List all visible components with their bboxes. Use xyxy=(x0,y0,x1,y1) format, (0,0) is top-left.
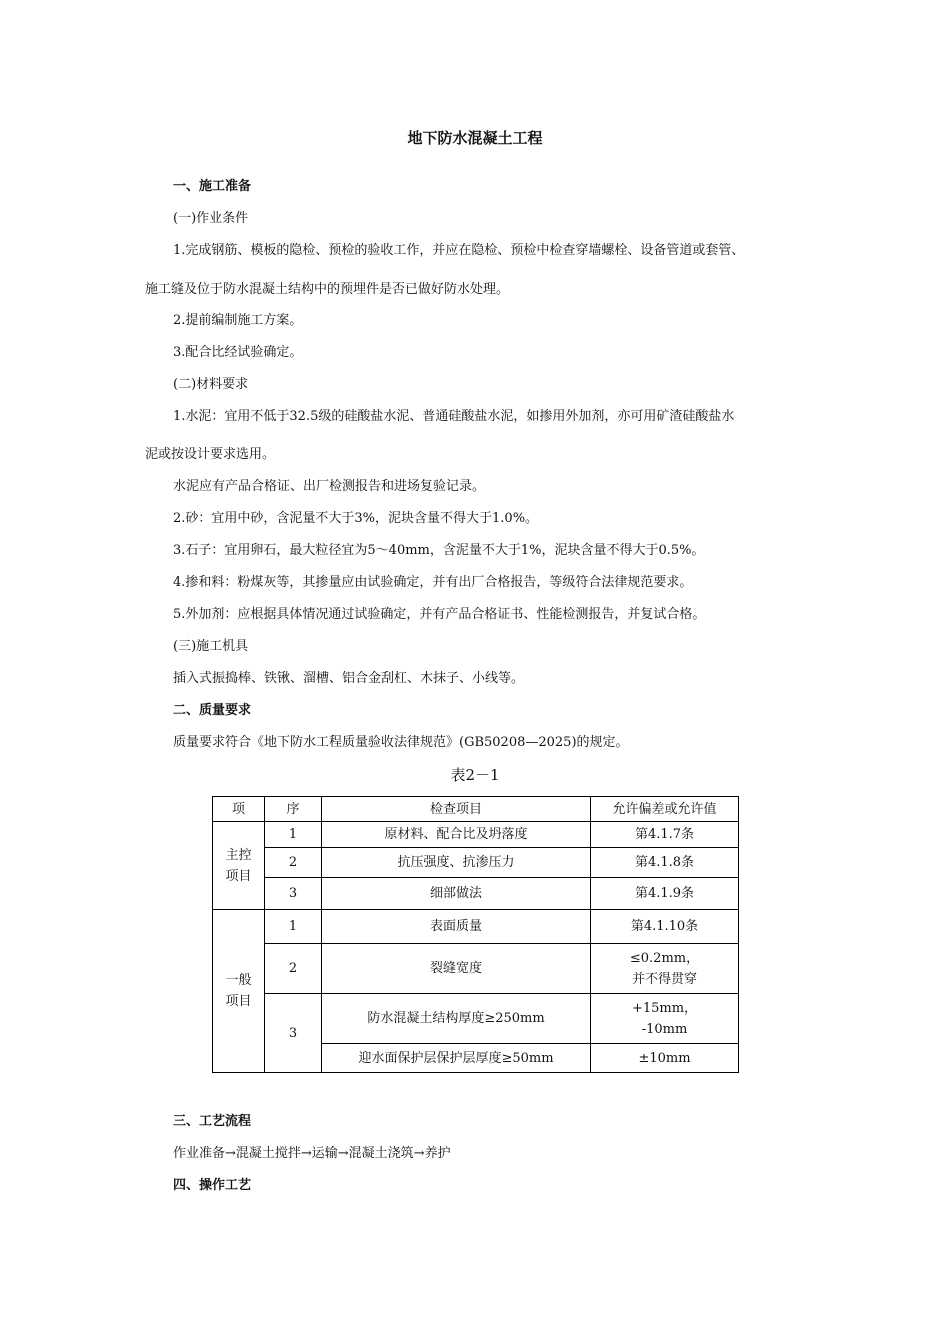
table-row xyxy=(213,944,739,994)
row-number: 1 xyxy=(265,822,322,848)
row-item: 迎水面保护层保护层厚度≥50mm xyxy=(322,1044,591,1073)
row-value: 第4.1.10条 xyxy=(591,910,739,944)
paragraph-quality: 质量要求符合《地下防水工程质量验收法律规范》(GB50208—2025)的规定。 xyxy=(173,735,629,750)
header-cell: 序 xyxy=(265,797,322,822)
section-heading-operation: 四、操作工艺 xyxy=(173,1178,252,1193)
paragraph-material-5: 5.外加剂：应根据具体情况通过试验确定，并有产品合格证书、性能检测报告，并复试合格。 xyxy=(173,607,706,622)
subheading-materials: (二)材料要求 xyxy=(173,377,249,392)
row-number: 3 xyxy=(265,994,322,1073)
paragraph-material-1-line2: 泥或按设计要求选用。 xyxy=(145,447,276,462)
subheading-tools: (三)施工机具 xyxy=(173,639,249,654)
quality-table xyxy=(212,796,739,1073)
table-header-row xyxy=(213,797,739,822)
row-value-line2: 并不得贯穿 xyxy=(631,971,697,987)
header-cell: 允许偏差或允许值 xyxy=(591,797,739,822)
row-value-line1: +15mm， xyxy=(631,1000,698,1016)
section-heading-prep: 一、施工准备 xyxy=(173,179,252,194)
row-value: 第4.1.9条 xyxy=(591,878,739,910)
paragraph-condition-1-line2: 施工缝及位于防水混凝土结构中的预埋件是否已做好防水处理。 xyxy=(145,282,510,297)
group-main-cell xyxy=(213,822,265,910)
table-row xyxy=(213,822,739,848)
paragraph-material-1-line1: 1.水泥：宜用不低于32.5级的硅酸盐水泥、普通硅酸盐水泥，如掺用外加剂，亦可用矿渣硅酸盐水 xyxy=(173,409,735,424)
row-value-line2: -10mm xyxy=(641,1021,688,1037)
group-general-cell xyxy=(213,910,265,1073)
row-number: 2 xyxy=(265,848,322,878)
group-main-line1: 主控 xyxy=(225,847,252,863)
row-value: 第4.1.8条 xyxy=(591,848,739,878)
group-general-line2: 项目 xyxy=(225,994,252,1009)
paragraph-material-3: 3.石子：宜用卵石，最大粒径宜为5～40mm，含泥量不大于1%，泥块含量不得大于0.5%。 xyxy=(173,543,705,558)
section-heading-process: 三、工艺流程 xyxy=(173,1114,252,1129)
section-heading-quality: 二、质量要求 xyxy=(173,703,252,718)
paragraph-tools: 插入式振捣棒、铁锹、溜槽、铝合金刮杠、木抹子、小线等。 xyxy=(173,671,525,686)
row-item: 表面质量 xyxy=(322,910,591,944)
paragraph-process: 作业准备→混凝土搅拌→运输→混凝土浇筑→养护 xyxy=(173,1146,451,1161)
paragraph-condition-2: 2.提前编制施工方案。 xyxy=(173,313,303,328)
row-value-line1: ≤0.2mm， xyxy=(629,950,700,966)
row-item: 裂缝宽度 xyxy=(322,944,591,994)
paragraph-condition-3: 3.配合比经试验确定。 xyxy=(173,345,303,360)
header-cell: 检查项目 xyxy=(322,797,591,822)
group-main-line2: 项目 xyxy=(225,868,252,884)
group-general-line1: 一般 xyxy=(225,973,252,988)
paragraph-material-2: 2.砂：宜用中砂，含泥量不大于3%，泥块含量不得大于1.0%。 xyxy=(173,511,539,526)
table-row xyxy=(213,848,739,878)
row-item: 抗压强度、抗渗压力 xyxy=(322,848,591,878)
row-number: 2 xyxy=(265,944,322,994)
header-cell: 项 xyxy=(213,797,265,822)
row-item: 原材料、配合比及坍落度 xyxy=(322,822,591,848)
row-value: 第4.1.7条 xyxy=(591,822,739,848)
row-item: 细部做法 xyxy=(322,878,591,910)
row-value xyxy=(591,944,739,994)
table-row xyxy=(213,994,739,1044)
page-title: 地下防水混凝土工程 xyxy=(407,129,543,147)
subheading-conditions: (一)作业条件 xyxy=(173,211,249,226)
table-row xyxy=(213,910,739,944)
paragraph-condition-1-line1: 1.完成钢筋、模板的隐检、预检的验收工作，并应在隐检、预检中检查穿墙螺栓、设备管道或套管、 xyxy=(173,243,745,258)
paragraph-material-4: 4.掺和料：粉煤灰等，其掺量应由试验确定，并有出厂合格报告，等级符合法律规范要求。 xyxy=(173,575,693,590)
table-caption: 表2－1 xyxy=(450,766,500,784)
paragraph-material-note: 水泥应有产品合格证、出厂检测报告和进场复验记录。 xyxy=(173,479,486,494)
row-number: 3 xyxy=(265,878,322,910)
row-number: 1 xyxy=(265,910,322,944)
row-value xyxy=(591,994,739,1044)
table-row xyxy=(213,878,739,910)
row-item: 防水混凝土结构厚度≥250mm xyxy=(322,994,591,1044)
row-value: ±10mm xyxy=(591,1044,739,1073)
